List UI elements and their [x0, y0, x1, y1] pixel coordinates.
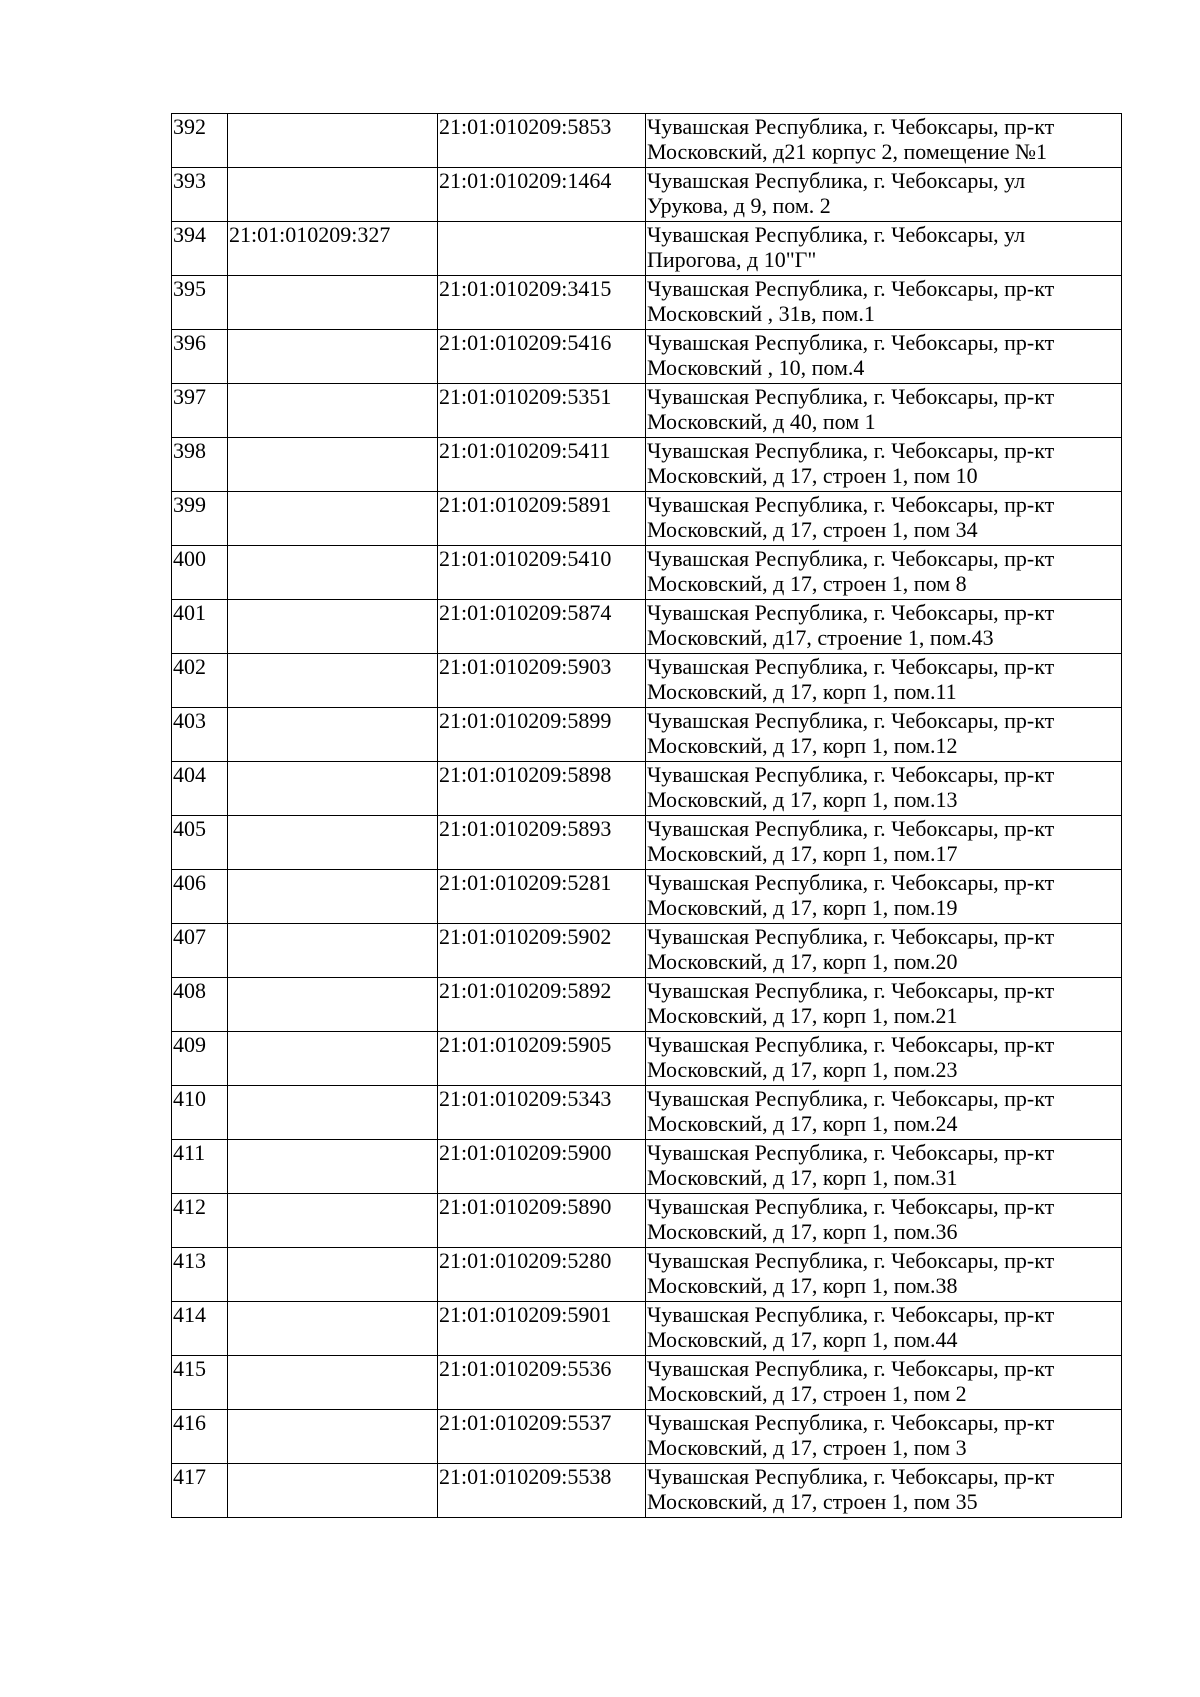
row-number-cell: 414 [172, 1302, 228, 1356]
address-line-1: Чувашская Республика, г. Чебоксары, пр-кт [647, 546, 1055, 571]
address-line-1: Чувашская Республика, г. Чебоксары, пр-кт [647, 1086, 1055, 1111]
parcel-cadastral-number-cell [228, 600, 438, 654]
address-cell [646, 1248, 1122, 1302]
address-cell [646, 924, 1122, 978]
table-row [172, 1410, 1122, 1464]
address-line-1: Чувашская Республика, г. Чебоксары, пр-кт [647, 1248, 1055, 1273]
parcel-cadastral-number-cell [228, 492, 438, 546]
address-line-1: Чувашская Республика, г. Чебоксары, пр-кт [647, 1194, 1055, 1219]
row-number-cell: 399 [172, 492, 228, 546]
parcel-cadastral-number-cell [228, 1140, 438, 1194]
address-line-2: Московский , 31в, пом.1 [647, 301, 875, 326]
object-cadastral-number-cell: 21:01:010209:5536 [438, 1356, 646, 1410]
object-cadastral-number-cell: 21:01:010209:5903 [438, 654, 646, 708]
table-row [172, 438, 1122, 492]
address-line-2: Московский, д 17, корп 1, пом.13 [647, 787, 958, 812]
object-cadastral-number-cell: 21:01:010209:3415 [438, 276, 646, 330]
address-line-1: Чувашская Республика, г. Чебоксары, пр-кт [647, 492, 1055, 517]
object-cadastral-number-cell: 21:01:010209:5898 [438, 762, 646, 816]
parcel-cadastral-number-cell [228, 276, 438, 330]
object-cadastral-number-cell: 21:01:010209:1464 [438, 168, 646, 222]
object-cadastral-number-cell: 21:01:010209:5902 [438, 924, 646, 978]
table-row [172, 654, 1122, 708]
row-number-cell: 408 [172, 978, 228, 1032]
row-number-cell: 405 [172, 816, 228, 870]
object-cadastral-number-cell: 21:01:010209:5890 [438, 1194, 646, 1248]
object-cadastral-number-cell: 21:01:010209:5893 [438, 816, 646, 870]
row-number-cell: 409 [172, 1032, 228, 1086]
address-line-2: Московский, д 17, строен 1, пом 10 [647, 463, 978, 488]
row-number-cell: 411 [172, 1140, 228, 1194]
row-number-cell: 403 [172, 708, 228, 762]
parcel-cadastral-number-cell [228, 1086, 438, 1140]
table-row [172, 708, 1122, 762]
address-cell [646, 708, 1122, 762]
row-number-cell: 400 [172, 546, 228, 600]
table-row [172, 114, 1122, 168]
address-cell [646, 276, 1122, 330]
object-cadastral-number-cell: 21:01:010209:5343 [438, 1086, 646, 1140]
parcel-cadastral-number-cell [228, 114, 438, 168]
row-number-cell: 392 [172, 114, 228, 168]
address-line-2: Московский, д 17, корп 1, пом.11 [647, 679, 957, 704]
address-line-1: Чувашская Республика, г. Чебоксары, пр-кт [647, 438, 1055, 463]
parcel-cadastral-number-cell: 21:01:010209:327 [228, 222, 438, 276]
object-cadastral-number-cell: 21:01:010209:5280 [438, 1248, 646, 1302]
address-line-2: Московский, д 17, строен 1, пом 35 [647, 1489, 978, 1514]
address-cell [646, 330, 1122, 384]
row-number-cell: 398 [172, 438, 228, 492]
address-line-2: Московский, д 17, строен 1, пом 34 [647, 517, 978, 542]
address-cell [646, 600, 1122, 654]
table-row [172, 816, 1122, 870]
parcel-cadastral-number-cell [228, 1356, 438, 1410]
address-line-2: Московский, д 17, корп 1, пом.24 [647, 1111, 958, 1136]
address-line-2: Московский , 10, пом.4 [647, 355, 865, 380]
address-line-1: Чувашская Республика, г. Чебоксары, пр-кт [647, 1140, 1055, 1165]
address-line-2: Московский, д 17, корп 1, пом.38 [647, 1273, 958, 1298]
parcel-cadastral-number-cell [228, 1410, 438, 1464]
object-cadastral-number-cell: 21:01:010209:5891 [438, 492, 646, 546]
table-row [172, 330, 1122, 384]
object-cadastral-number-cell: 21:01:010209:5537 [438, 1410, 646, 1464]
table-row [172, 762, 1122, 816]
row-number-cell: 404 [172, 762, 228, 816]
address-line-2: Московский, д 17, корп 1, пом.20 [647, 949, 958, 974]
address-cell [646, 546, 1122, 600]
row-number-cell: 396 [172, 330, 228, 384]
table-row [172, 168, 1122, 222]
address-cell [646, 1356, 1122, 1410]
row-number-cell: 412 [172, 1194, 228, 1248]
address-cell [646, 978, 1122, 1032]
row-number-cell: 397 [172, 384, 228, 438]
address-line-2: Московский, д 17, корп 1, пом.21 [647, 1003, 958, 1028]
address-line-1: Чувашская Республика, г. Чебоксары, пр-кт [647, 924, 1055, 949]
address-line-1: Чувашская Республика, г. Чебоксары, пр-кт [647, 600, 1055, 625]
parcel-cadastral-number-cell [228, 1464, 438, 1518]
register-table-body [172, 114, 1122, 1518]
address-line-1: Чувашская Республика, г. Чебоксары, пр-кт [647, 1410, 1055, 1435]
address-cell [646, 384, 1122, 438]
parcel-cadastral-number-cell [228, 1194, 438, 1248]
address-cell [646, 222, 1122, 276]
table-row [172, 1464, 1122, 1518]
address-line-1: Чувашская Республика, г. Чебоксары, пр-кт [647, 1302, 1055, 1327]
object-cadastral-number-cell: 21:01:010209:5905 [438, 1032, 646, 1086]
parcel-cadastral-number-cell [228, 762, 438, 816]
address-cell [646, 492, 1122, 546]
address-cell [646, 762, 1122, 816]
address-cell [646, 438, 1122, 492]
row-number-cell: 395 [172, 276, 228, 330]
address-line-1: Чувашская Республика, г. Чебоксары, пр-кт [647, 330, 1055, 355]
address-line-2: Урукова, д 9, пом. 2 [647, 193, 831, 218]
table-row [172, 1086, 1122, 1140]
parcel-cadastral-number-cell [228, 438, 438, 492]
address-line-2: Московский, д 17, корп 1, пом.44 [647, 1327, 958, 1352]
object-cadastral-number-cell: 21:01:010209:5874 [438, 600, 646, 654]
address-line-2: Московский, д 17, корп 1, пом.17 [647, 841, 958, 866]
table-row [172, 276, 1122, 330]
address-cell [646, 1032, 1122, 1086]
address-line-2: Московский, д 17, строен 1, пом 8 [647, 571, 967, 596]
address-line-1: Чувашская Республика, г. Чебоксары, пр-кт [647, 384, 1055, 409]
object-cadastral-number-cell: 21:01:010209:5892 [438, 978, 646, 1032]
address-line-1: Чувашская Республика, г. Чебоксары, пр-кт [647, 816, 1055, 841]
address-line-2: Московский, д 17, корп 1, пом.19 [647, 895, 958, 920]
object-cadastral-number-cell: 21:01:010209:5899 [438, 708, 646, 762]
address-cell [646, 168, 1122, 222]
table-row [172, 1356, 1122, 1410]
parcel-cadastral-number-cell [228, 708, 438, 762]
address-line-2: Московский, д 17, корп 1, пом.12 [647, 733, 958, 758]
address-line-2: Московский, д 17, строен 1, пом 3 [647, 1435, 967, 1460]
address-line-2: Московский, д 17, корп 1, пом.23 [647, 1057, 958, 1082]
address-line-1: Чувашская Республика, г. Чебоксары, пр-кт [647, 654, 1055, 679]
address-line-1: Чувашская Республика, г. Чебоксары, ул [647, 222, 1026, 247]
table-row [172, 870, 1122, 924]
property-register-table [171, 113, 1122, 1518]
row-number-cell: 394 [172, 222, 228, 276]
row-number-cell: 413 [172, 1248, 228, 1302]
parcel-cadastral-number-cell [228, 1248, 438, 1302]
address-line-1: Чувашская Республика, г. Чебоксары, пр-кт [647, 1356, 1055, 1381]
address-line-1: Чувашская Республика, г. Чебоксары, ул [647, 168, 1026, 193]
parcel-cadastral-number-cell [228, 816, 438, 870]
row-number-cell: 401 [172, 600, 228, 654]
parcel-cadastral-number-cell [228, 654, 438, 708]
row-number-cell: 393 [172, 168, 228, 222]
address-cell [646, 114, 1122, 168]
parcel-cadastral-number-cell [228, 330, 438, 384]
address-cell [646, 1302, 1122, 1356]
object-cadastral-number-cell: 21:01:010209:5416 [438, 330, 646, 384]
table-row [172, 546, 1122, 600]
parcel-cadastral-number-cell [228, 978, 438, 1032]
object-cadastral-number-cell: 21:01:010209:5901 [438, 1302, 646, 1356]
address-cell [646, 1194, 1122, 1248]
address-line-2: Московский, д 17, строен 1, пом 2 [647, 1381, 967, 1406]
address-line-1: Чувашская Республика, г. Чебоксары, пр-кт [647, 708, 1055, 733]
address-cell [646, 870, 1122, 924]
table-row [172, 1302, 1122, 1356]
address-cell [646, 1140, 1122, 1194]
object-cadastral-number-cell: 21:01:010209:5900 [438, 1140, 646, 1194]
address-line-2: Московский, д 17, корп 1, пом.31 [647, 1165, 958, 1190]
table-row [172, 1140, 1122, 1194]
address-line-2: Московский, д 40, пом 1 [647, 409, 876, 434]
row-number-cell: 415 [172, 1356, 228, 1410]
table-row [172, 978, 1122, 1032]
address-line-2: Московский, д21 корпус 2, помещение №1 [647, 139, 1048, 164]
table-row [172, 1032, 1122, 1086]
address-line-1: Чувашская Республика, г. Чебоксары, пр-кт [647, 114, 1055, 139]
address-line-1: Чувашская Республика, г. Чебоксары, пр-кт [647, 978, 1055, 1003]
parcel-cadastral-number-cell [228, 1032, 438, 1086]
object-cadastral-number-cell: 21:01:010209:5853 [438, 114, 646, 168]
address-cell [646, 1410, 1122, 1464]
parcel-cadastral-number-cell [228, 1302, 438, 1356]
table-row [172, 924, 1122, 978]
table-row [172, 492, 1122, 546]
object-cadastral-number-cell [438, 222, 646, 276]
address-line-1: Чувашская Республика, г. Чебоксары, пр-кт [647, 762, 1055, 787]
address-cell [646, 1464, 1122, 1518]
parcel-cadastral-number-cell [228, 546, 438, 600]
row-number-cell: 406 [172, 870, 228, 924]
object-cadastral-number-cell: 21:01:010209:5351 [438, 384, 646, 438]
address-line-2: Московский, д 17, корп 1, пом.36 [647, 1219, 958, 1244]
parcel-cadastral-number-cell [228, 168, 438, 222]
address-cell [646, 816, 1122, 870]
row-number-cell: 402 [172, 654, 228, 708]
object-cadastral-number-cell: 21:01:010209:5411 [438, 438, 646, 492]
address-line-2: Пирогова, д 10"Г" [647, 247, 817, 272]
row-number-cell: 417 [172, 1464, 228, 1518]
table-row [172, 600, 1122, 654]
table-row [172, 384, 1122, 438]
table-row [172, 1194, 1122, 1248]
table-row [172, 222, 1122, 276]
object-cadastral-number-cell: 21:01:010209:5281 [438, 870, 646, 924]
row-number-cell: 410 [172, 1086, 228, 1140]
row-number-cell: 416 [172, 1410, 228, 1464]
row-number-cell: 407 [172, 924, 228, 978]
address-line-2: Московский, д17, строение 1, пом.43 [647, 625, 994, 650]
object-cadastral-number-cell: 21:01:010209:5410 [438, 546, 646, 600]
object-cadastral-number-cell: 21:01:010209:5538 [438, 1464, 646, 1518]
parcel-cadastral-number-cell [228, 384, 438, 438]
address-cell [646, 1086, 1122, 1140]
address-line-1: Чувашская Республика, г. Чебоксары, пр-кт [647, 1464, 1055, 1489]
address-line-1: Чувашская Республика, г. Чебоксары, пр-кт [647, 276, 1055, 301]
parcel-cadastral-number-cell [228, 924, 438, 978]
address-line-1: Чувашская Республика, г. Чебоксары, пр-кт [647, 1032, 1055, 1057]
address-line-1: Чувашская Республика, г. Чебоксары, пр-кт [647, 870, 1055, 895]
parcel-cadastral-number-cell [228, 870, 438, 924]
table-row [172, 1248, 1122, 1302]
address-cell [646, 654, 1122, 708]
